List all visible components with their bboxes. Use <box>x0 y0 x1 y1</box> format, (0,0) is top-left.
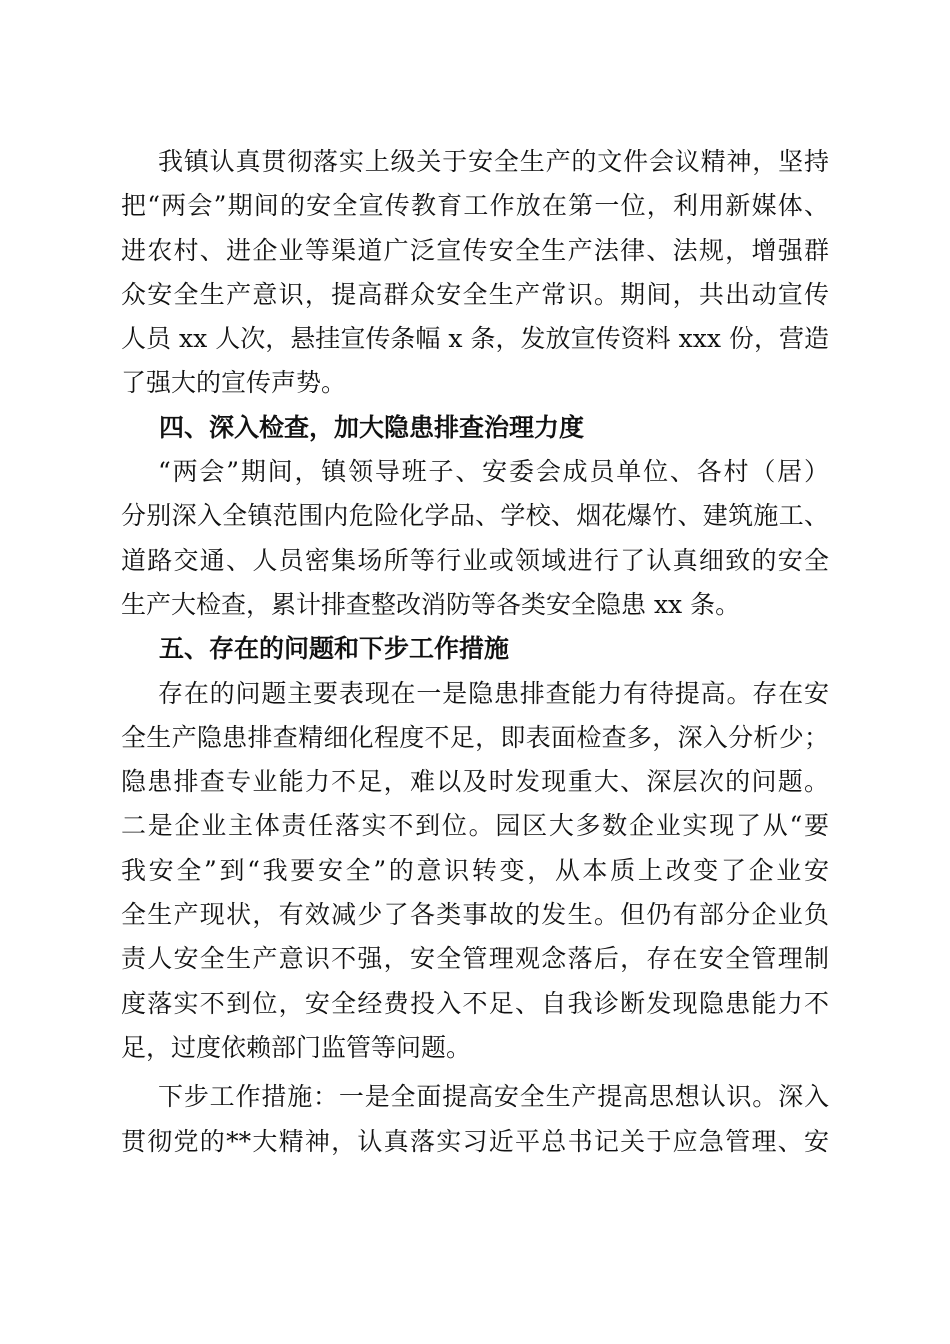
text-line: 下步工作措施：一是全面提高安全生产提高思想认识。深入 <box>158 1082 829 1112</box>
section-heading-5: 五、存在的问题和下步工作措施 <box>159 634 510 664</box>
text-line: 度落实不到位，安全经费投入不足、自我诊断发现隐患能力不 <box>121 988 829 1018</box>
text-line: 全生产隐患排查精细化程度不足，即表面检查多，深入分析少； <box>121 722 829 752</box>
text-line: 分别深入全镇范围内危险化学品、学校、烟花爆竹、建筑施工、 <box>121 501 829 531</box>
text-line: 隐患排查专业能力不足，难以及时发现重大、深层次的问题。 <box>121 767 829 797</box>
text-line: 人员 xx 人次，悬挂宣传条幅 x 条，发放宣传资料 xxx 份，营造 <box>121 324 829 354</box>
text-line: 存在的问题主要表现在一是隐患排查能力有待提高。存在安 <box>158 678 829 708</box>
text-line: 了强大的宣传声势。 <box>121 368 347 398</box>
text-line: 贯彻党的**大精神，认真落实习近平总书记关于应急管理、安 <box>121 1126 829 1156</box>
paragraph-inspection <box>121 450 829 627</box>
text-line: 足，过度依赖部门监管等问题。 <box>121 1032 472 1062</box>
paragraph-problems <box>121 672 829 1071</box>
text-line: 我安全”到“我要安全”的意识转变，从本质上改变了企业安 <box>121 855 829 885</box>
section-heading-4: 四、深入检查，加大隐患排查治理力度 <box>159 412 585 442</box>
paragraph-publicity <box>121 140 829 406</box>
text-line: 我镇认真贯彻落实上级关于安全生产的文件会议精神，坚持 <box>158 147 829 176</box>
text-line: 道路交通、人员密集场所等行业或领域进行了认真细致的安全 <box>121 545 829 575</box>
text-line: 进农村、进企业等渠道广泛宣传安全生产法律、法规，增强群 <box>121 235 829 265</box>
text-line: 把“两会”期间的安全宣传教育工作放在第一位，利用新媒体、 <box>121 191 829 221</box>
document-page <box>121 140 829 1164</box>
text-line: 众安全生产意识，提高群众安全生产常识。期间，共出动宣传 <box>121 279 829 309</box>
text-line: 责人安全生产意识不强，安全管理观念落后，存在安全管理制 <box>121 944 829 974</box>
text-line: 二是企业主体责任落实不到位。园区大多数企业实现了从“要 <box>121 811 829 841</box>
text-line: 生产大检查，累计排查整改消防等各类安全隐患 xx 条。 <box>121 589 741 619</box>
text-line: “两会”期间，镇领导班子、安委会成员单位、各村（居） <box>158 457 829 487</box>
text-line: 全生产现状，有效减少了各类事故的发生。但仍有部分企业负 <box>121 900 829 930</box>
paragraph-next-steps <box>121 1075 829 1164</box>
